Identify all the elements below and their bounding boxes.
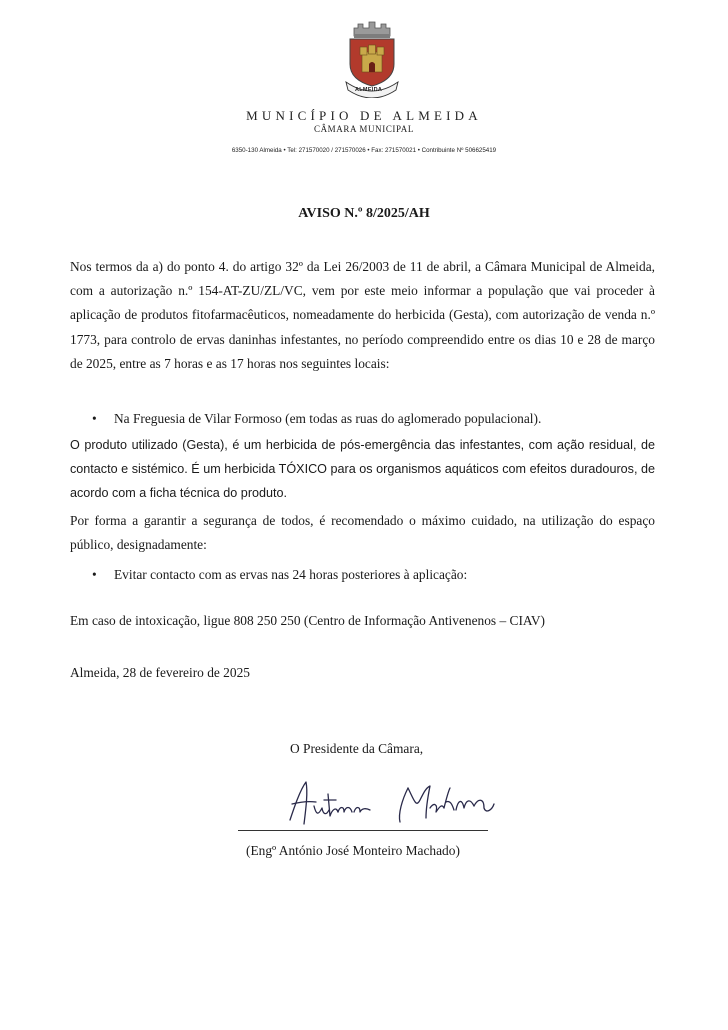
intro-paragraph: Nos termos da a) do ponto 4. do artigo 32º da Lei 26/2003 de 11 de abril, a Câmara Municipal de Almeida, com a autorização n.º 154-AT-ZU/ZL/VC, vem por este meio informar a população que vai proceder à aplicação de produtos fitofarmacêuticos, nomeadamente do herbicida (Gesta), com autorização de venda n.º 1773, para controlo de ervas daninhas infestantes, no período compreendido entre os dias 10 e 28 de março de 2025, entre as 7 horas e as 17 horas nos seguintes locais: — [70, 259, 655, 371]
signature-line — [238, 830, 488, 831]
safety-bullet-item — [92, 563, 467, 587]
safety-bullet-text: Evitar contacto com as ervas nas 24 horas posteriores à aplicação: — [114, 567, 468, 582]
product-info-paragraph: O produto utilizado (Gesta), é um herbicida de pós-emergência das infestantes, com ação residual, de contacto e sistémico. É um herbicida TÓXICO para os organismos aquáticos com efeitos duradouros, de acordo com a ficha técnica do produto. — [70, 438, 655, 501]
council-name: CÂMARA MUNICIPAL — [313, 124, 415, 134]
bullet-icon: • — [92, 411, 97, 426]
president-name: (Engº António José Monteiro Machado) — [246, 843, 460, 858]
notice-title: AVISO N.º 8/2025/AH — [298, 206, 430, 221]
poison-center-line: Em caso de intoxicação, ligue 808 250 250 (Centro de Informação Antivenenos – CIAV) — [70, 613, 545, 628]
contact-info: 6350-130 Almeida • Tel: 271570020 / 271570026 • Fax: 271570021 • Contribuinte Nº 506625419 — [231, 147, 497, 154]
place-date-line: Almeida, 28 de fevereiro de 2025 — [70, 665, 250, 680]
location-bullet-item — [92, 407, 541, 431]
president-title: O Presidente da Câmara, — [290, 741, 424, 756]
safety-intro-paragraph: Por forma a garantir a segurança de todos, é recomendado o máximo cuidado, na utilização do espaço público, designadamente: — [70, 513, 655, 553]
crest-banner-text: ALMEIDA — [355, 87, 383, 93]
municipality-name: MUNICÍPIO DE ALMEIDA — [246, 108, 482, 123]
bullet-icon: • — [92, 567, 97, 582]
handwritten-signature — [280, 770, 510, 832]
location-bullet-text: Na Freguesia de Vilar Formoso (em todas as ruas do aglomerado populacional). — [114, 411, 542, 426]
